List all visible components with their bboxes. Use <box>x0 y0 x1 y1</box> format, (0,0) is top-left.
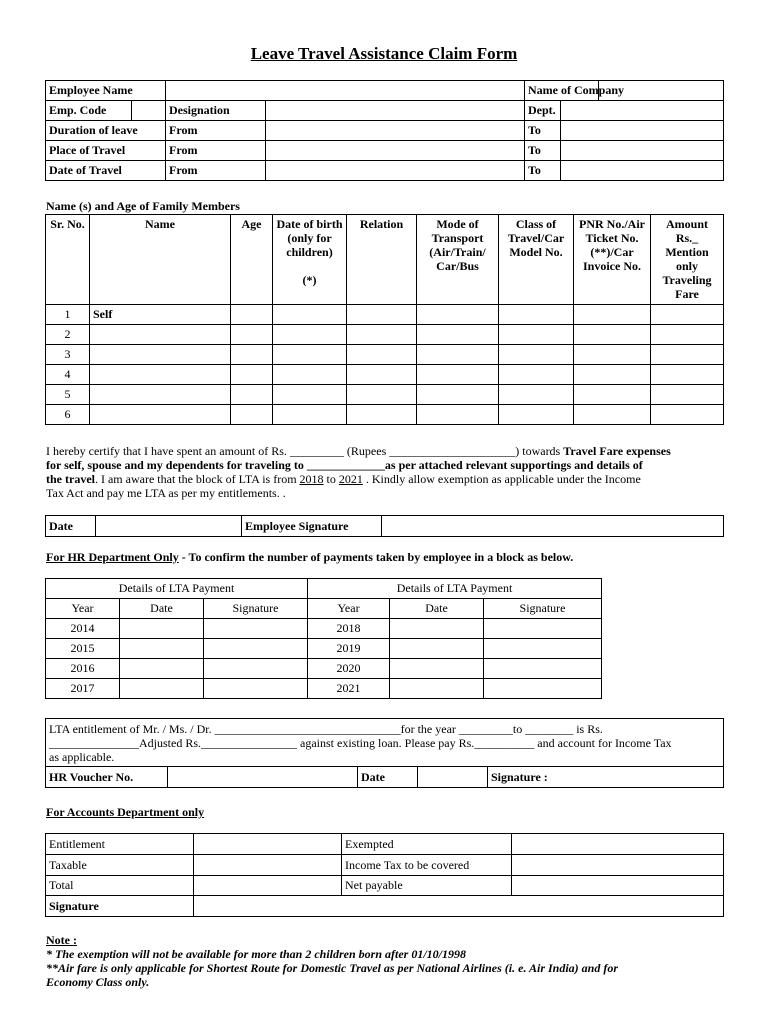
date-field[interactable] <box>96 516 242 537</box>
lta-details-left: Details of LTA Payment <box>46 579 308 599</box>
cell[interactable] <box>390 639 484 659</box>
emp-code-field[interactable] <box>132 101 166 121</box>
cell[interactable] <box>484 659 602 679</box>
cell[interactable] <box>484 639 602 659</box>
cell[interactable] <box>120 639 204 659</box>
certify-to: to <box>323 472 339 486</box>
cell[interactable] <box>499 305 574 325</box>
header-amount: Amount Rs._ Mention only Traveling Fare <box>651 215 724 305</box>
year-cell: 2016 <box>46 659 120 679</box>
company-label: Name of Company <box>525 81 599 101</box>
block-start-year: 2018 <box>299 472 324 486</box>
year-cell: 2017 <box>46 679 120 699</box>
entitlement-label: Entitlement <box>46 834 194 855</box>
cell[interactable] <box>499 405 574 425</box>
exempted-label: Exempted <box>342 834 512 855</box>
table-row <box>46 385 724 405</box>
year-cell: 2018 <box>308 619 390 639</box>
table-row <box>46 405 724 425</box>
year-cell: 2014 <box>46 619 120 639</box>
taxable-field[interactable] <box>194 855 342 876</box>
cell[interactable] <box>417 385 499 405</box>
cell[interactable] <box>499 365 574 385</box>
exempted-field[interactable] <box>512 834 724 855</box>
cell[interactable] <box>273 305 347 325</box>
cell[interactable] <box>90 365 231 385</box>
date-label: Date <box>46 516 96 537</box>
cell[interactable] <box>231 385 273 405</box>
accounts-signature-label: Signature <box>46 896 194 917</box>
duration-label: Duration of leave <box>46 121 166 141</box>
certify-line4: Tax Act and pay me LTA as per my entitlements. . <box>46 486 286 500</box>
date-travel-label: Date of Travel <box>46 161 166 181</box>
cell[interactable] <box>347 325 417 345</box>
hr-voucher-field[interactable] <box>168 767 358 788</box>
cell[interactable] <box>417 365 499 385</box>
net-payable-field[interactable] <box>512 876 724 896</box>
cell[interactable] <box>273 385 347 405</box>
cell[interactable] <box>347 405 417 425</box>
header-dob <box>273 215 347 305</box>
emp-code-label: Emp. Code <box>46 101 132 121</box>
cell[interactable] <box>120 619 204 639</box>
header-name: Name <box>90 215 231 305</box>
year-header: Year <box>308 599 390 619</box>
cell[interactable] <box>651 385 724 405</box>
hr-heading <box>46 550 573 565</box>
designation-label: Designation <box>166 101 266 121</box>
cell[interactable] <box>417 405 499 425</box>
accounts-table <box>45 833 724 917</box>
note-1: * The exemption will not be available for more than 2 children born after 01/10/1998 <box>46 947 467 961</box>
cell[interactable] <box>231 365 273 385</box>
accounts-heading: For Accounts Department only <box>46 805 205 819</box>
year-cell: 2019 <box>308 639 390 659</box>
designation-field[interactable] <box>266 101 525 121</box>
place-from-field[interactable] <box>266 141 525 161</box>
cell[interactable] <box>347 305 417 325</box>
hr-signature-label[interactable]: Signature : <box>488 767 724 788</box>
cell[interactable] <box>231 305 273 325</box>
row-sr: 1 <box>46 305 90 325</box>
cell[interactable] <box>204 659 308 679</box>
cell[interactable] <box>120 659 204 679</box>
cell[interactable] <box>204 619 308 639</box>
entitlement-line2: _______________Adjusted Rs.________________ against existing loan. Please pay Rs.__________ and account for Income Tax <box>49 736 672 750</box>
duration-from-field[interactable] <box>266 121 525 141</box>
year-cell: 2020 <box>308 659 390 679</box>
header-dob-star: (*) <box>302 273 317 287</box>
date-travel-to-field[interactable] <box>561 161 724 181</box>
entitlement-line3: as applicable. <box>49 750 115 764</box>
cell[interactable] <box>417 345 499 365</box>
header-dob-text: Date of birth (only for children) <box>276 217 343 259</box>
cell[interactable] <box>574 305 651 325</box>
certification-paragraph <box>46 444 723 500</box>
income-tax-label: Income Tax to be covered <box>342 855 512 876</box>
certify-line3-end: . Kindly allow exemption as applicable under the Income <box>362 472 641 486</box>
signature-header: Signature <box>204 599 308 619</box>
lta-details-right: Details of LTA Payment <box>308 579 602 599</box>
form-title: Leave Travel Assistance Claim Form <box>250 44 518 63</box>
cell[interactable] <box>90 405 231 425</box>
date-travel-to-label: To <box>525 161 561 181</box>
cell[interactable] <box>651 305 724 325</box>
voucher-date-field[interactable] <box>418 767 488 788</box>
signature-table <box>45 515 724 537</box>
cell[interactable] <box>417 305 499 325</box>
certify-line1: I hereby certify that I have spent an amount of Rs. _________ (Rupees _____________________) towards <box>46 444 564 458</box>
hr-heading-title: For HR Department Only <box>46 550 179 564</box>
total-label: Total <box>46 876 194 896</box>
year-cell: 2021 <box>308 679 390 699</box>
cell[interactable] <box>347 345 417 365</box>
entitlement-field[interactable] <box>194 834 342 855</box>
cell[interactable] <box>651 405 724 425</box>
row-sr: 2 <box>46 325 90 345</box>
table-row <box>46 619 602 639</box>
hr-voucher-label: HR Voucher No. <box>46 767 168 788</box>
cell[interactable] <box>651 325 724 345</box>
table-row <box>46 365 724 385</box>
total-field[interactable] <box>194 876 342 896</box>
row-sr: 5 <box>46 385 90 405</box>
header-sr-no: Sr. No. <box>46 215 90 305</box>
place-label: Place of Travel <box>46 141 166 161</box>
income-tax-field[interactable] <box>512 855 724 876</box>
employee-name-field[interactable] <box>166 81 525 101</box>
cell[interactable] <box>90 325 231 345</box>
note-heading: Note : <box>46 933 77 947</box>
cell[interactable] <box>574 385 651 405</box>
place-from-label: From <box>166 141 266 161</box>
cell[interactable] <box>417 325 499 345</box>
cell[interactable] <box>273 365 347 385</box>
cell[interactable] <box>120 679 204 699</box>
lta-payment-table <box>45 578 602 699</box>
certify-line3: . I am aware that the block of LTA is from <box>94 472 300 486</box>
cell[interactable] <box>204 639 308 659</box>
taxable-label: Taxable <box>46 855 194 876</box>
row-sr: 3 <box>46 345 90 365</box>
cell[interactable] <box>484 619 602 639</box>
cell[interactable] <box>204 679 308 699</box>
cell[interactable] <box>390 619 484 639</box>
certify-travel-fare: Travel Fare expenses <box>563 444 671 458</box>
cell[interactable] <box>347 365 417 385</box>
cell[interactable] <box>90 385 231 405</box>
cell[interactable] <box>273 345 347 365</box>
entitlement-table <box>45 718 724 788</box>
date-travel-from-label: From <box>166 161 266 181</box>
row-sr: 4 <box>46 365 90 385</box>
cell[interactable] <box>499 345 574 365</box>
date-header: Date <box>390 599 484 619</box>
cell[interactable] <box>231 345 273 365</box>
header-age: Age <box>231 215 273 305</box>
header-class: Class of Travel/Car Model No. <box>499 215 574 305</box>
table-row <box>46 639 602 659</box>
header-pnr: PNR No./Air Ticket No.(**)/Car Invoice No. <box>574 215 651 305</box>
table-row <box>46 305 724 325</box>
place-to-label: To <box>525 141 561 161</box>
cell[interactable] <box>90 345 231 365</box>
header-mode: Mode of Transport (Air/Train/ Car/Bus <box>417 215 499 305</box>
family-heading: Name (s) and Age of Family Members <box>46 199 240 213</box>
cell[interactable] <box>574 325 651 345</box>
notes-body <box>46 947 736 989</box>
cell[interactable] <box>651 345 724 365</box>
duration-from-label: From <box>166 121 266 141</box>
table-row <box>46 659 602 679</box>
employee-signature-label: Employee Signature <box>242 516 382 537</box>
dept-field[interactable] <box>561 101 724 121</box>
certify-the-travel: the travel <box>46 472 95 486</box>
date-header: Date <box>120 599 204 619</box>
cell[interactable] <box>574 365 651 385</box>
cell[interactable] <box>574 345 651 365</box>
cell[interactable] <box>499 325 574 345</box>
accounts-signature-field[interactable] <box>194 896 724 917</box>
block-end-year: 2021 <box>338 472 363 486</box>
entitlement-text <box>46 719 724 767</box>
cell[interactable] <box>273 325 347 345</box>
duration-to-label: To <box>525 121 561 141</box>
cell[interactable] <box>499 385 574 405</box>
dept-label: Dept. <box>525 101 561 121</box>
table-row <box>46 345 724 365</box>
employee-info-table <box>45 80 724 181</box>
cell[interactable] <box>484 679 602 699</box>
cell[interactable] <box>651 365 724 385</box>
duration-to-field[interactable] <box>561 121 724 141</box>
certify-line2: for self, spouse and my dependents for traveling to _____________as per attached relevant supportings and details of <box>46 458 643 472</box>
place-to-field[interactable] <box>561 141 724 161</box>
cell[interactable] <box>231 405 273 425</box>
note-3: Economy Class only. <box>46 975 150 989</box>
entitlement-line1: LTA entitlement of Mr. / Ms. / Dr. _______________________________for the year _________to ________ is Rs. <box>49 722 603 736</box>
cell[interactable] <box>390 679 484 699</box>
year-header: Year <box>46 599 120 619</box>
date-travel-from-field[interactable] <box>266 161 525 181</box>
row-name-self[interactable]: Self <box>90 305 231 325</box>
note-2: **Air fare is only applicable for Shortest Route for Domestic Travel as per National Airlines (i. e. Air India) and for <box>46 961 619 975</box>
cell[interactable] <box>574 405 651 425</box>
header-relation: Relation <box>347 215 417 305</box>
family-members-table <box>45 214 724 425</box>
cell[interactable] <box>231 325 273 345</box>
signature-header: Signature <box>484 599 602 619</box>
employee-name-label: Employee Name <box>46 81 166 101</box>
row-sr: 6 <box>46 405 90 425</box>
table-row <box>46 679 602 699</box>
hr-heading-desc: - To confirm the number of payments taken by employee in a block as below. <box>178 550 574 564</box>
cell[interactable] <box>390 659 484 679</box>
employee-signature-field[interactable] <box>382 516 724 537</box>
table-row <box>46 325 724 345</box>
cell[interactable] <box>347 385 417 405</box>
voucher-date-label: Date <box>358 767 418 788</box>
year-cell: 2015 <box>46 639 120 659</box>
cell[interactable] <box>273 405 347 425</box>
net-payable-label: Net payable <box>342 876 512 896</box>
